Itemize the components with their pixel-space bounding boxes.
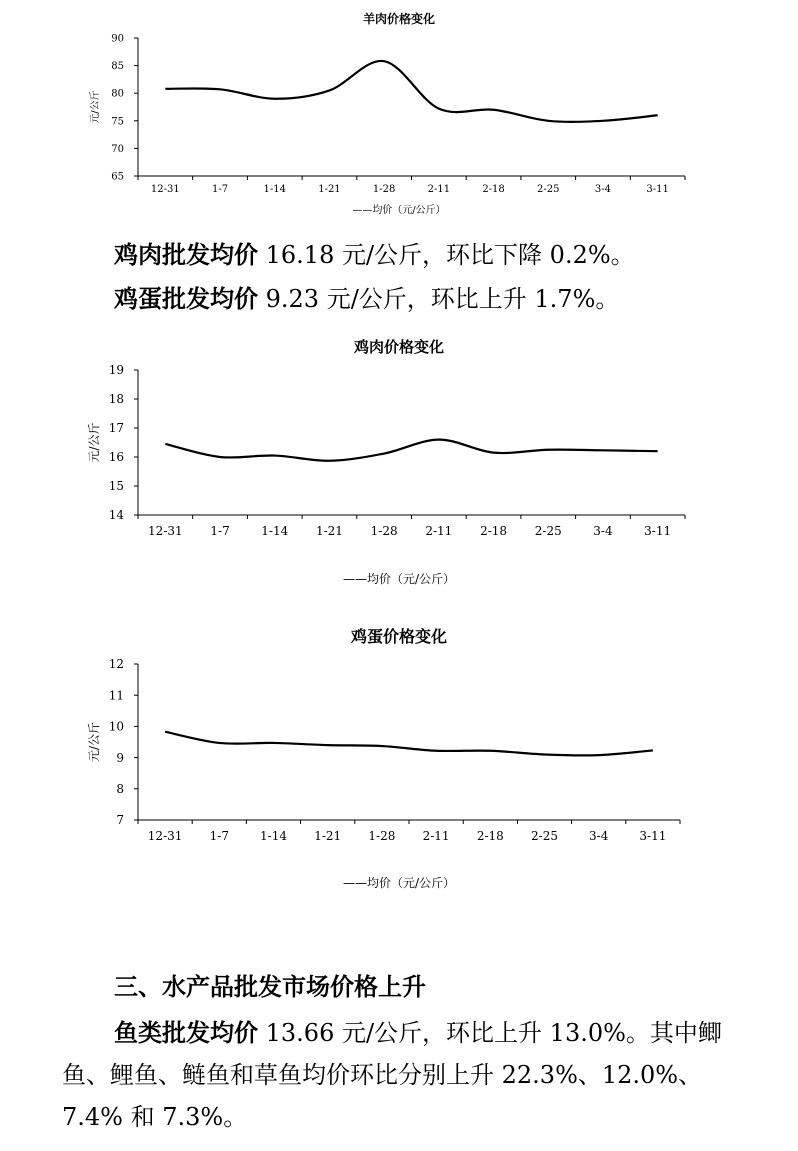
x-tick-label: 1-14 — [263, 184, 286, 195]
y-tick-label: 16 — [108, 450, 124, 465]
y-tick-label: 12 — [108, 657, 124, 672]
x-tick-label: 2-18 — [482, 184, 505, 195]
fish-price-paragraph — [62, 1012, 762, 1138]
chart-title: 羊肉价格变化 — [362, 12, 436, 26]
y-tick-label: 11 — [108, 688, 124, 703]
x-tick-label: 2-25 — [531, 829, 558, 843]
y-tick-label: 18 — [108, 392, 124, 407]
y-tick-label: 75 — [111, 116, 124, 128]
y-tick-label: 80 — [111, 88, 124, 100]
y-tick-label: 15 — [108, 479, 124, 494]
y-axis-label: 元/公斤 — [90, 90, 101, 124]
y-tick-label: 14 — [108, 508, 124, 523]
x-tick-label: 3-11 — [644, 524, 672, 538]
x-tick-label: 1-21 — [315, 524, 343, 538]
x-tick-label: 12-31 — [150, 184, 180, 195]
x-tick-label: 1-7 — [211, 184, 229, 195]
x-tick-label: 2-18 — [476, 829, 504, 843]
y-tick-label: 65 — [111, 171, 124, 183]
x-tick-label: 3-4 — [593, 524, 613, 538]
x-tick-label: 3-11 — [639, 829, 667, 843]
x-tick-label: 1-14 — [261, 524, 289, 538]
x-tick-label: 1-28 — [372, 184, 396, 195]
legend: ——均价（元/公斤） — [342, 572, 456, 586]
x-tick-label: 1-7 — [210, 524, 230, 538]
chicken-price-chart — [0, 330, 798, 595]
x-tick-label: 1-14 — [260, 829, 287, 843]
x-tick-label: 2-25 — [537, 184, 560, 195]
x-tick-label: 3-4 — [589, 829, 609, 843]
y-tick-label: 85 — [111, 61, 124, 73]
mutton-price-chart — [0, 0, 798, 230]
egg-price-label: 鸡蛋批发均价 — [114, 285, 258, 313]
chart-svg — [0, 330, 798, 595]
x-tick-label: 3-4 — [594, 184, 612, 195]
y-tick-label: 8 — [116, 782, 124, 796]
y-tick-label: 19 — [108, 363, 124, 378]
x-tick-label: 12-31 — [148, 524, 183, 538]
x-tick-label: 1-21 — [318, 184, 341, 195]
y-axis-label: 元/公斤 — [87, 721, 101, 763]
y-tick-label: 70 — [111, 143, 124, 155]
y-tick-label: 90 — [111, 33, 124, 45]
x-tick-label: 3-11 — [646, 184, 669, 195]
y-axis-label: 元/公斤 — [87, 422, 101, 463]
x-tick-label: 2-18 — [480, 524, 508, 538]
x-tick-label: 1-21 — [314, 829, 342, 843]
chart-svg — [0, 620, 798, 900]
egg-price-chart — [0, 620, 798, 900]
series-line — [165, 440, 657, 461]
x-tick-label: 1-28 — [368, 829, 396, 843]
egg-price-text: 9.23 元/公斤，环比上升 1.7%。 — [258, 285, 620, 313]
x-tick-label: 1-7 — [209, 829, 229, 843]
section-heading: 三、水产品批发市场价格上升 — [114, 973, 426, 1001]
y-tick-label: 7 — [116, 813, 124, 828]
x-tick-label: 2-25 — [534, 524, 562, 538]
chart-title: 鸡蛋价格变化 — [350, 627, 448, 646]
chart-title: 鸡肉价格变化 — [353, 338, 445, 356]
x-tick-label: 1-28 — [370, 524, 398, 538]
x-tick-label: 2-11 — [425, 524, 453, 538]
x-tick-label: 2-11 — [422, 829, 450, 843]
fish-price-text: 13.66 元/公斤，环比上升 13.0%。其中鲫鱼、鲤鱼、鲢鱼和草鱼均价环比分别上升 22.3%、12.0%、7.4% 和 7.3%。 — [62, 1019, 722, 1131]
series-line — [165, 732, 653, 756]
chicken-price-label: 鸡肉批发均价 — [114, 241, 258, 269]
y-tick-label: 10 — [108, 719, 124, 734]
chicken-price-text: 16.18 元/公斤，环比下降 0.2%。 — [258, 241, 635, 269]
x-tick-label: 2-11 — [427, 184, 451, 195]
y-tick-label: 9 — [116, 750, 124, 765]
series-line — [165, 61, 657, 122]
y-tick-label: 17 — [108, 421, 124, 436]
legend: ——均价（元/公斤） — [352, 205, 446, 216]
chicken-price-paragraph — [114, 233, 798, 277]
chart-svg — [0, 0, 798, 230]
x-tick-label: 12-31 — [147, 829, 183, 843]
legend: ——均价（元/公斤） — [342, 876, 456, 890]
fish-price-label: 鱼类批发均价 — [114, 1019, 258, 1047]
egg-price-paragraph — [114, 277, 798, 321]
